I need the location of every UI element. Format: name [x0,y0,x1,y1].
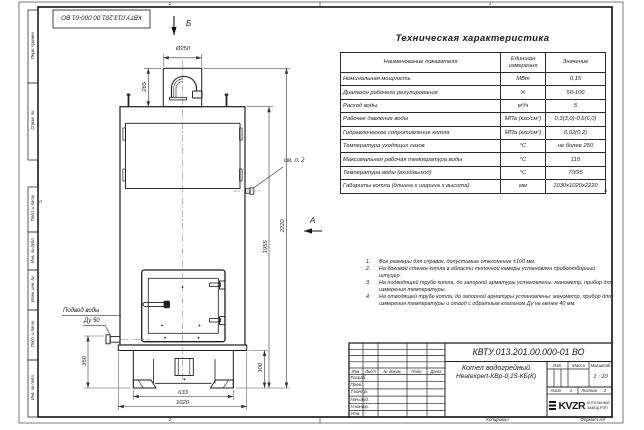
note-number: 3. [366,280,371,287]
spec-table-title: Техническая характеристика [395,33,550,44]
tb-label-n-kontr: Н.контр. [350,403,370,409]
row-value: 1030х1020х2220 [546,180,606,193]
copied-by-label: Копировал [486,417,509,422]
callout-see-note: см. п. 2 [284,158,305,164]
spec-col-name: Наименование показателя [341,53,501,73]
row-value: 0,02(0,2) [546,126,606,139]
row-value: 5 [546,99,606,112]
row-name: Расход воды [341,99,501,112]
row-name: Температура воды (вход/выход) [341,166,501,179]
row-unit: °С [501,166,546,179]
tb-sheets-total-value: 2 [603,387,607,393]
note-item [366,280,614,293]
stamp-sprav-no: Справ. № [29,110,35,130]
tb-label-prov: Пров. [350,382,363,388]
row-name: Максимальная рабочая температура воды [341,153,501,166]
dim-height-350: 350 [81,356,88,366]
boiler-front-view [106,68,254,388]
kvzr-logo-text: KVZR [558,399,586,412]
spec-header-row [341,53,606,73]
tb-label-nach-otd: Нач.отд. [350,396,370,402]
title-block-name-line2: Heatexpert-КВр-0,15-КБ(К) [455,373,537,380]
row-unit: % [501,86,546,99]
kvzr-org-line1: КОТЕЛЬНЫЙ [587,401,610,406]
row-name: Габариты котла (длинна х ширина х высота) [341,180,501,193]
title-block-name-line1: Котел водогрейный [461,363,531,372]
dim-height-2220: 2220 [279,218,286,232]
row-unit: МПа (кгс/см²) [501,113,546,126]
dim-height-300: 300 [257,363,264,373]
view-label-a: А [310,216,316,225]
dim-width-633: 633 [178,389,188,396]
dim-diameter-250: Ø250 [175,46,191,52]
row-value: не более 250 [546,139,606,152]
callout-water-inlet: Подвод воды [63,308,100,314]
spec-col-units: Единицы измерения [501,53,546,73]
note-text: Все размеры для справок, допустимые отклонение ±100 мм. [379,259,536,265]
stamp-inv-podl: Инв. № подл. [29,374,35,401]
note-text: На подводящей трубе котла, до запорной арматуры установлены: манометр, прибор для измерения температуры. [379,280,613,293]
row-unit: м³/ч [501,99,546,112]
note-number: 1. [366,259,371,265]
tb-label-t-kontr: Т.контр. [350,389,369,395]
row-unit: мм [501,180,546,193]
table-row [341,180,606,193]
manufacturer-logo [548,395,611,416]
row-value: 50-100 [546,86,606,99]
row-unit: МВт [501,73,546,86]
row-name: Диапазон рабочего регулирования [341,86,501,99]
row-name: Номинальная мощность [341,73,501,86]
tb-label-utv: Утв. [350,411,361,416]
zone-marker-top-right: 1 [488,0,492,6]
stamp-podp-data-1: Подп. и дата [29,194,35,222]
row-name: Температура уходящих газов [341,139,501,152]
table-row [341,126,606,139]
tb-label-lit: Лит. [552,362,563,368]
stamp-podp-data-2: Подп. и дата [29,320,35,348]
tb-label-podp: Подп. [411,368,423,374]
note-text: На боковой стенке котла в области топочной камеры установлен пробоотборный штуцер. [379,266,596,279]
table-row [341,113,606,126]
note-item [366,266,614,279]
table-row [341,99,606,112]
tb-sheet-value: 1 [569,387,573,393]
tb-scale-value: 1 : 10 [593,374,608,380]
notes-block [366,259,614,308]
dim-height-265: 265 [142,82,149,92]
kvzr-org-name [587,401,610,409]
note-text: На отводящей трубе котла, до запорной арматуры установлены: манометр, прибор для измерения температуры и отвод с обратным клапаном Ду не менее 40 мм. [379,294,611,307]
dim-height-1955: 1955 [262,239,269,253]
note-item [366,294,614,307]
kvzr-org-line2: ЗАВОД РЭП [587,405,608,410]
row-unit: МПа (кгс/см²) [501,126,546,139]
tb-label-list: Лист [365,368,376,374]
stamp-perv-primen: Перв. примен. [29,31,35,60]
top-left-designation: КВТУ.013.201.00.000-01 ВО [61,13,142,21]
table-row [341,153,606,166]
tb-label-massa: Масса [572,362,585,368]
row-name: Рабочее давление воды [341,113,501,126]
row-name: Гидравлическое сопротивление котла [341,126,501,139]
kvzr-logo-icon [549,401,556,411]
tb-label-n-dokum: № докум. [383,368,402,374]
fold-mark-left: А [39,199,43,204]
dimension-lines [88,58,287,407]
spec-table-block [340,33,608,194]
format-label: Формат А3 [580,417,605,422]
fold-mark-right: А [604,188,608,193]
spec-table [340,52,606,194]
table-row [341,86,606,99]
note-number: 4. [366,294,371,301]
table-row [341,73,606,86]
view-label-b: Б [186,19,192,28]
dim-width-1020: 1020 [176,399,189,406]
stamp-inv-dubl: Инв. № дубл. [29,237,35,263]
side-stamp-boxes [28,10,150,417]
table-row [341,139,606,152]
title-block-designation: КВТУ.013.201.00.000-01 ВО [472,346,585,357]
zone-marker-bottom-left: 2 [168,417,172,422]
row-unit: °С [501,153,546,166]
zone-marker-top-left: 2 [168,0,172,6]
note-number: 2. [366,266,371,273]
row-value: 115 [546,153,606,166]
row-value: 0,15 [546,73,606,86]
row-unit: °С [501,139,546,152]
row-value: 0,3(3,0)-0,6(6,0) [546,113,606,126]
tb-label-sheet: Лист [550,387,562,393]
tb-label-masshtab: Масштаб [590,362,611,368]
note-item [366,259,614,265]
tb-label-razrab: Разраб. [350,375,367,380]
table-row [341,166,606,179]
stamp-vzam-inv: Взам. инв. № [29,276,35,303]
tb-label-sheets-total: Листов [581,387,597,393]
row-value: 70/95 [546,166,606,179]
callout-water-inlet-dn: Ду 50 [84,318,100,324]
tb-label-izm: Изм. [351,368,361,374]
spec-col-value: Значение [546,53,606,73]
tb-label-data: Дата [430,368,442,374]
